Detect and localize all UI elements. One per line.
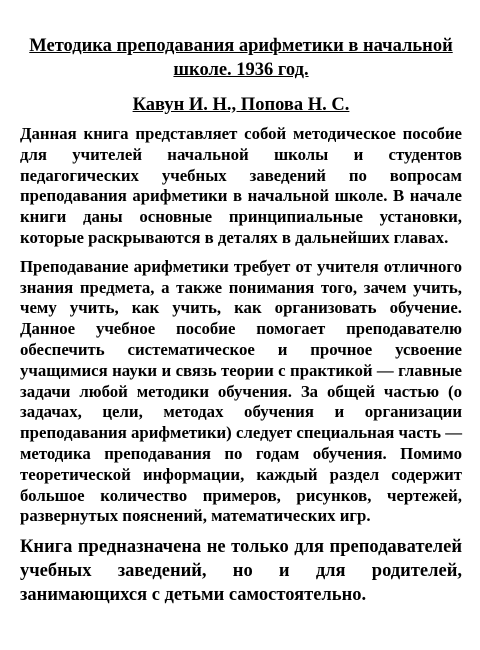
document-page: [20, 34, 462, 615]
document-authors: Кавун И. Н., Попова Н. С.: [132, 95, 350, 115]
document-title: Методика преподавания арифметики в начальной школе. 1936 год.: [29, 36, 453, 80]
paragraph-main: Преподавание арифметики требует от учителя отличного знания предмета, а также понимания того, зачем учить, чему учить, как учить, как организовать обучение. Данное учебное пособие помогает преподавателю обеспечить систематическое и прочное усвоение учащимися науки и связь теории с практикой — главные задачи любой методики обучения. За общей частью (о задачах, цели, методах обучения и организации преподавания арифметики) следует специальная часть — методика преподавания по годам обучения. Помимо теоретической информации, каждый раздел содержит большое количество примеров, рисунков, чертежей, развернутых пояснений, математических игр.: [20, 256, 462, 526]
paragraph-audience: Книга предназначена не только для преподавателей учебных заведений, но и для родителей, занимающихся с детьми самостоятельно.: [20, 537, 462, 606]
paragraph-intro: Данная книга представляет собой методическое пособие для учителей начальной школы и студентов педагогических учебных заведений по вопросам преподавания арифметики в начальной школе. В начале книги даны основные принципиальные установки, которые раскрываются в деталях в дальнейших главах.: [20, 124, 462, 247]
